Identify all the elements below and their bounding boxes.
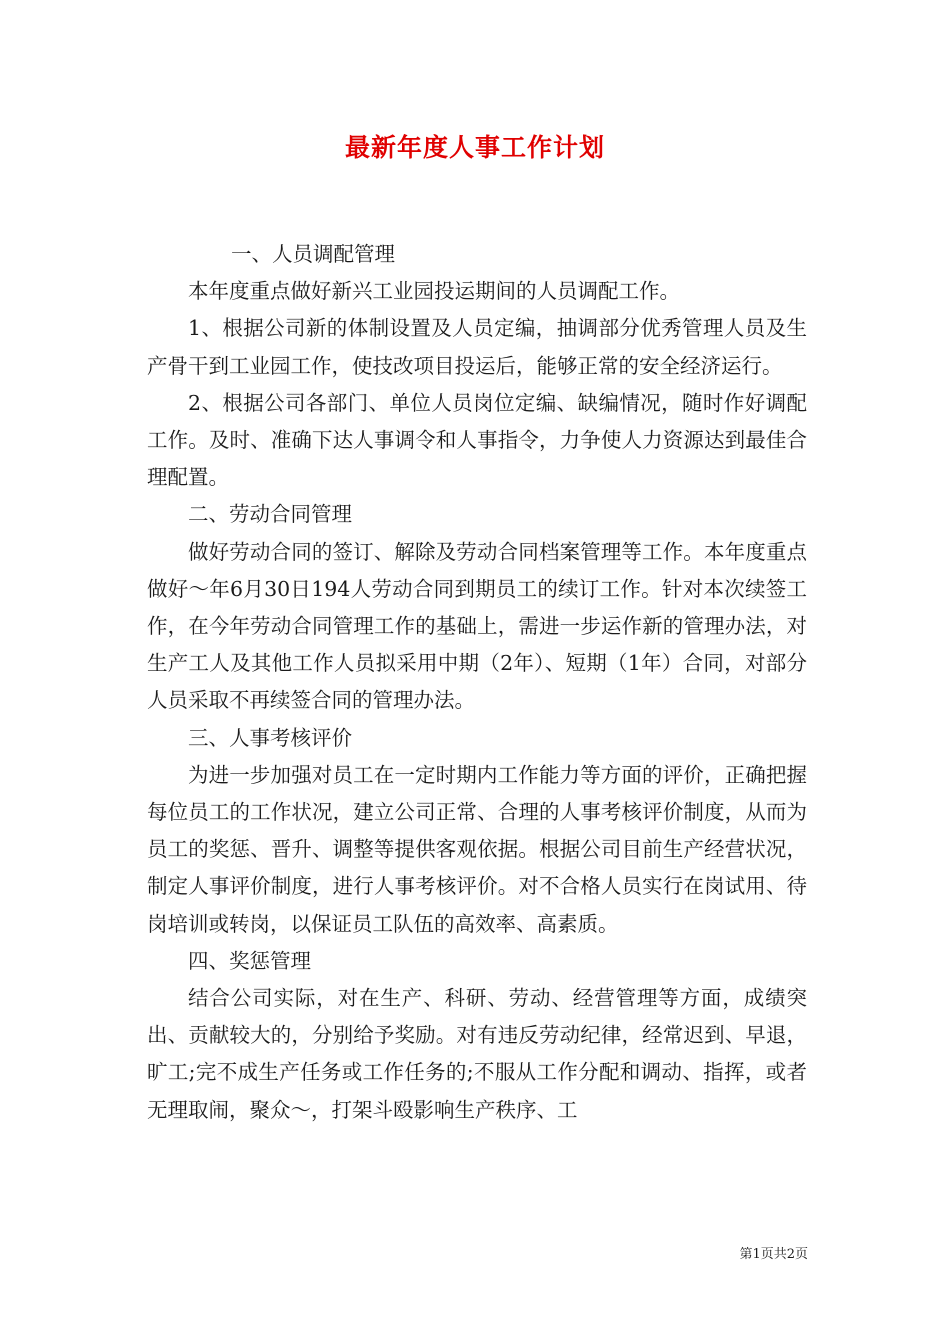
document-body (147, 236, 807, 1129)
paragraph-4: 结合公司实际，对在生产、科研、劳动、经营管理等方面，成绩突出、贡献较大的，分别给予奖励。对有违反劳动纪律，经常迟到、早退，旷工;完不成生产任务或工作任务的;不服从工作分配和调动、指挥，或者无理取闹，聚众～，打架斗殴影响生产秩序、工 (147, 986, 807, 1122)
section-heading-4: 四、奖惩管理 (188, 948, 311, 973)
section-heading-2: 二、劳动合同管理 (188, 502, 352, 527)
page-number: 第1页共2页 (739, 1247, 808, 1262)
paragraph-2: 做好劳动合同的签订、解除及劳动合同档案管理等工作。本年度重点做好～年6月30日194人劳动合同到期员工的续订工作。针对本次续签工作，在今年劳动合同管理工作的基础上，需进一步运作新的管理办法，对生产工人及其他工作人员拟采用中期（2年）、短期（1年）合同，对部分人员采取不再续签合同的管理办法。 (147, 539, 807, 713)
paragraph-1-item-2: 2、根据公司各部门、单位人员岗位定编、缺编情况，随时作好调配工作。及时、准确下达人事调令和人事指令，力争使人力资源达到最佳合理配置。 (147, 390, 807, 490)
paragraph-3: 为进一步加强对员工在一定时期内工作能力等方面的评价，正确把握每位员工的工作状况，建立公司正常、合理的人事考核评价制度，从而为员工的奖惩、晋升、调整等提供客观依据。根据公司目前生产经营状况，制定人事评价制度，进行人事考核评价。对不合格人员实行在岗试用、待岗培训或转岗，以保证员工队伍的高效率、高素质。 (147, 762, 807, 936)
paragraph-1-intro: 本年度重点做好新兴工业园投运期间的人员调配工作。 (188, 279, 680, 304)
section-heading-3: 三、人事考核评价 (188, 725, 352, 750)
section-heading-1: 一、人员调配管理 (231, 242, 395, 266)
paragraph-1-item-1: 1、根据公司新的体制设置及人员定编，抽调部分优秀管理人员及生产骨干到工业园工作，使技改项目投运后，能够正常的安全经济运行。 (147, 316, 807, 378)
document-title: 最新年度人事工作计划 (344, 133, 605, 162)
